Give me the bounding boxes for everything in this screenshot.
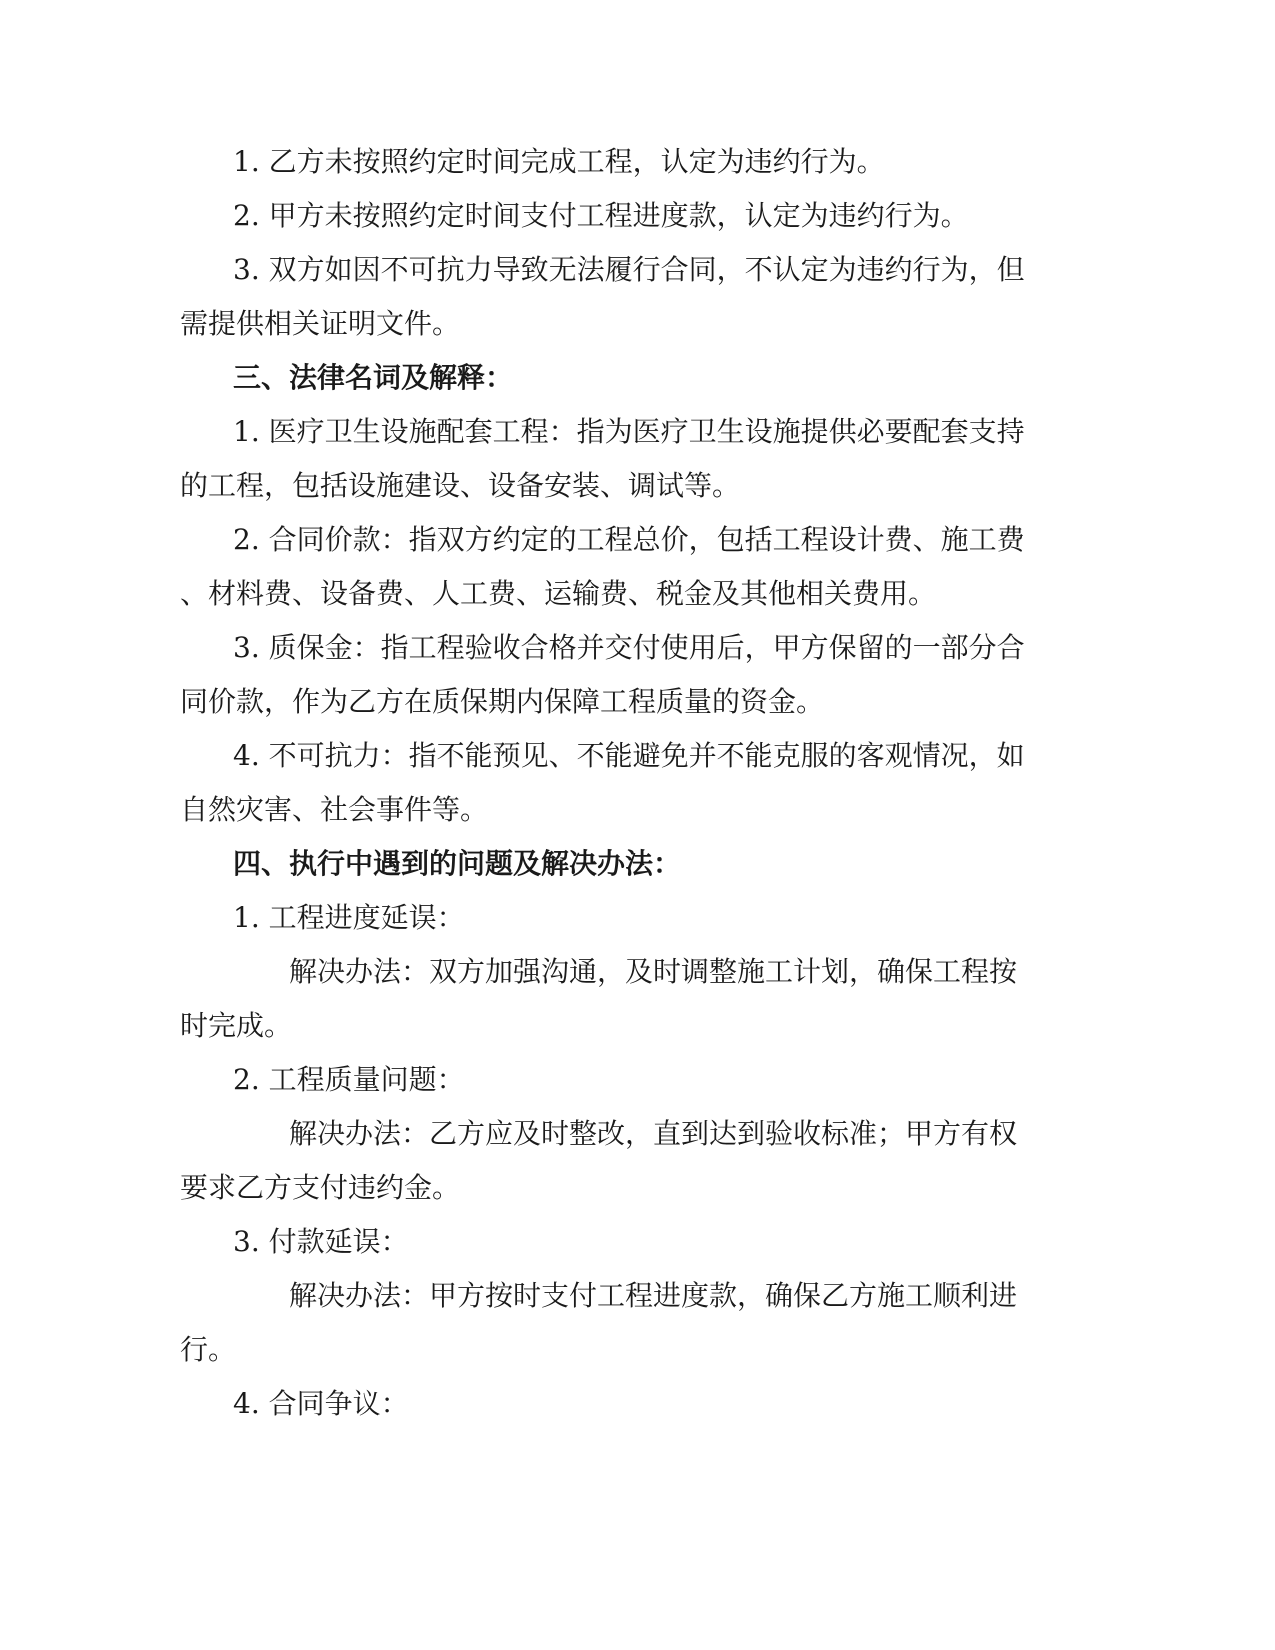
term-1-continued: 的工程，包括设施建设、设备安装、调试等。 bbox=[180, 469, 741, 502]
term-4-continued: 自然灾害、社会事件等。 bbox=[180, 793, 489, 826]
clause-2-2: 2. 甲方未按照约定时间支付工程进度款，认定为违约行为。 bbox=[233, 199, 969, 232]
clause-2-3-continued: 需提供相关证明文件。 bbox=[180, 307, 461, 340]
solution-2-continued: 要求乙方支付违约金。 bbox=[180, 1171, 461, 1204]
term-3-continued: 同价款，作为乙方在质保期内保障工程质量的资金。 bbox=[180, 685, 825, 718]
problem-3: 3. 付款延误： bbox=[233, 1225, 409, 1258]
solution-1-continued: 时完成。 bbox=[180, 1009, 293, 1042]
section-heading-3: 三、法律名词及解释： bbox=[233, 361, 514, 394]
term-2-continued: 、材料费、设备费、人工费、运输费、税金及其他相关费用。 bbox=[180, 577, 937, 610]
section-heading-4: 四、执行中遇到的问题及解决办法： bbox=[233, 847, 682, 880]
problem-4: 4. 合同争议： bbox=[233, 1387, 409, 1420]
solution-3-continued: 行。 bbox=[180, 1333, 237, 1366]
term-1: 1. 医疗卫生设施配套工程：指为医疗卫生设施提供必要配套支持 bbox=[233, 415, 1025, 448]
clause-2-1: 1. 乙方未按照约定时间完成工程，认定为违约行为。 bbox=[233, 145, 885, 178]
term-3: 3. 质保金：指工程验收合格并交付使用后，甲方保留的一部分合 bbox=[233, 631, 1025, 664]
problem-1: 1. 工程进度延误： bbox=[233, 901, 465, 934]
clause-2-3: 3. 双方如因不可抗力导致无法履行合同，不认定为违约行为，但 bbox=[233, 253, 1025, 286]
problem-2: 2. 工程质量问题： bbox=[233, 1063, 465, 1096]
solution-3: 解决办法：甲方按时支付工程进度款，确保乙方施工顺利进 bbox=[289, 1279, 1018, 1312]
term-4: 4. 不可抗力：指不能预见、不能避免并不能克服的客观情况，如 bbox=[233, 739, 1025, 772]
solution-1: 解决办法：双方加强沟通，及时调整施工计划，确保工程按 bbox=[289, 955, 1018, 988]
term-2: 2. 合同价款：指双方约定的工程总价，包括工程设计费、施工费 bbox=[233, 523, 1025, 556]
solution-2: 解决办法：乙方应及时整改，直到达到验收标准；甲方有权 bbox=[289, 1117, 1018, 1150]
